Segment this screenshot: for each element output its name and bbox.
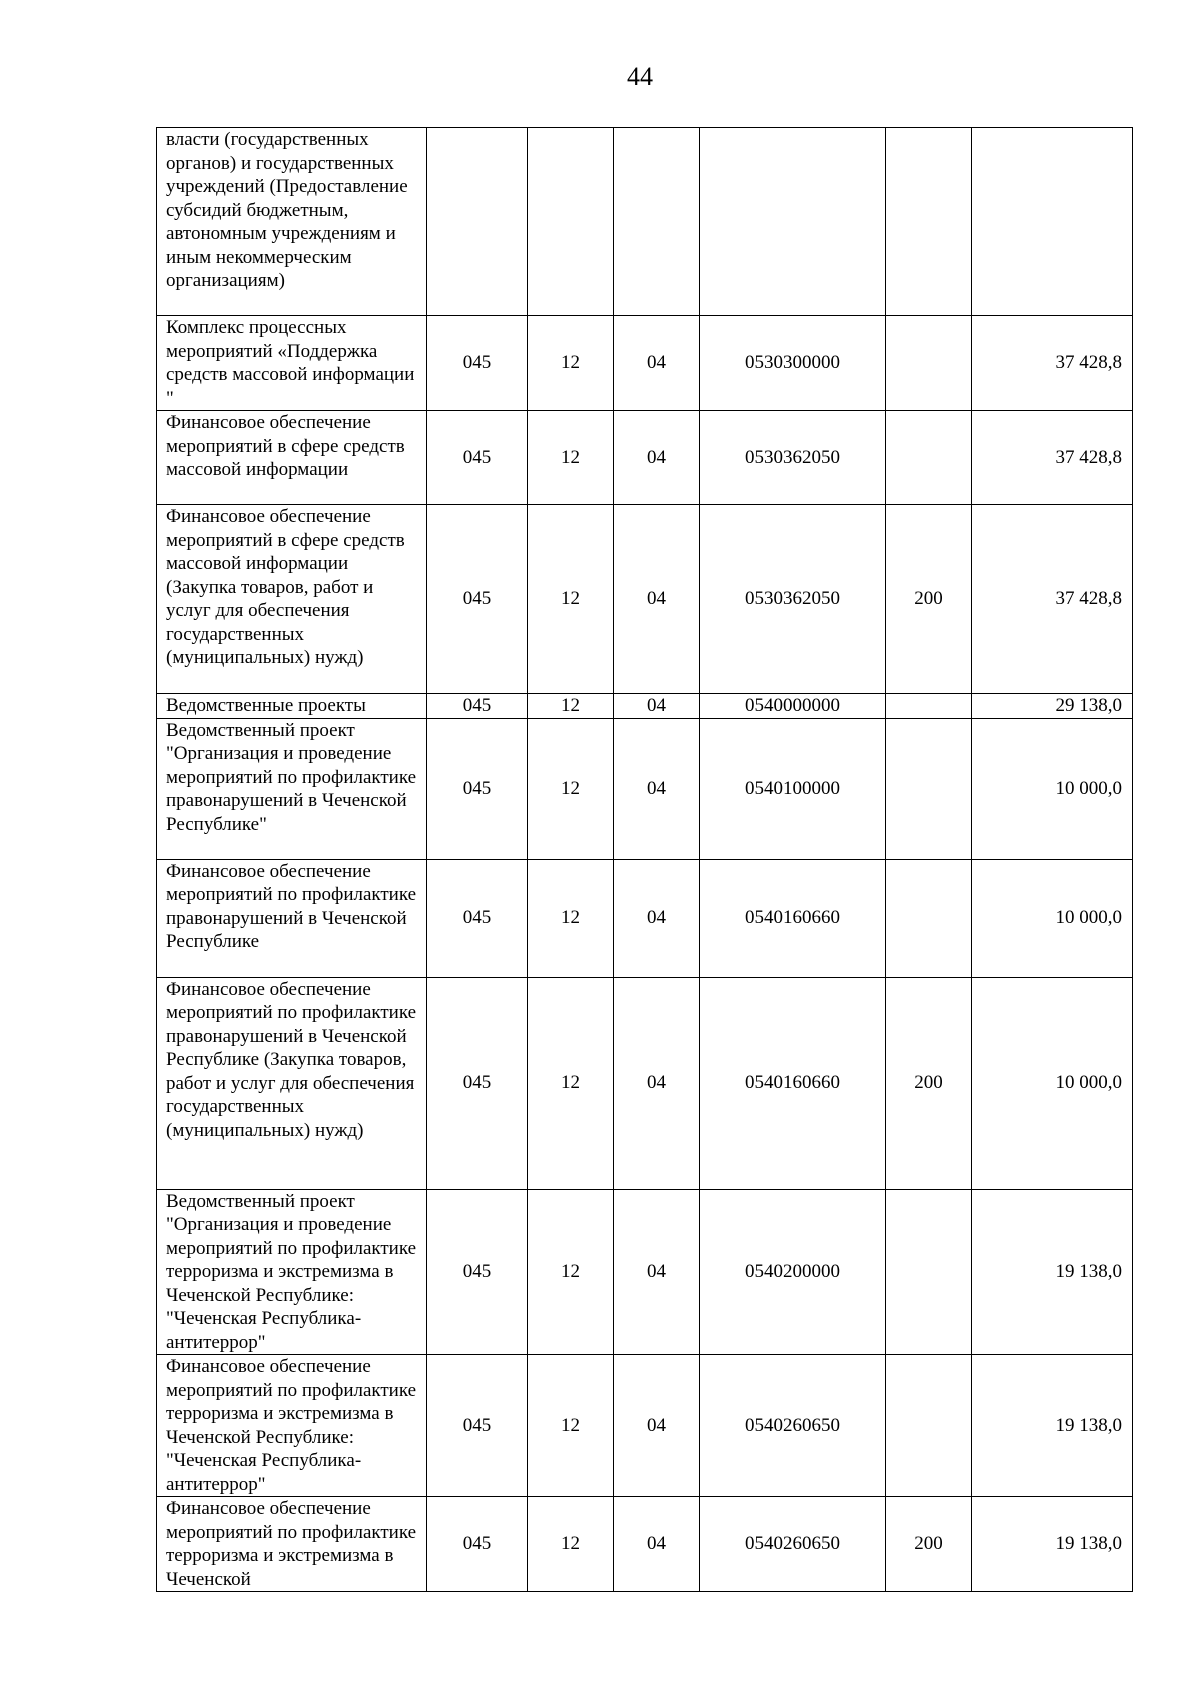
row-name: Комплекс процессных мероприятий «Поддержка средств массовой информации " [157, 316, 427, 411]
amount: 19 138,0 [972, 1497, 1133, 1592]
table-row [157, 1189, 1133, 1355]
row-name: Финансовое обеспечение мероприятий по профилактике терроризма и экстремизма в Чеченской Республике: "Чеченская Республика-антитеррор" [157, 1355, 427, 1497]
subsection-code: 04 [614, 1189, 700, 1355]
ministry-code: 045 [427, 1189, 528, 1355]
subsection-code: 04 [614, 411, 700, 505]
target-article-code: 0530300000 [700, 316, 886, 411]
table-row [157, 128, 1133, 316]
amount: 37 428,8 [972, 505, 1133, 694]
row-name: Финансовое обеспечение мероприятий по профилактике правонарушений в Чеченской Республике [157, 859, 427, 977]
section-code: 12 [528, 694, 614, 719]
table-row [157, 1497, 1133, 1592]
page-number: 44 [627, 62, 653, 91]
expense-type-code [886, 1189, 972, 1355]
ministry-code: 045 [427, 1355, 528, 1497]
table-row [157, 411, 1133, 505]
amount: 10 000,0 [972, 718, 1133, 859]
table-row [157, 718, 1133, 859]
table-row [157, 859, 1133, 977]
ministry-code: 045 [427, 694, 528, 719]
row-name: Финансовое обеспечение мероприятий в сфере средств массовой информации [157, 411, 427, 505]
section-code: 12 [528, 1497, 614, 1592]
ministry-code: 045 [427, 505, 528, 694]
section-code: 12 [528, 859, 614, 977]
target-article-code: 0540000000 [700, 694, 886, 719]
section-code: 12 [528, 411, 614, 505]
amount: 10 000,0 [972, 977, 1133, 1189]
subsection-code: 04 [614, 977, 700, 1189]
ministry-code: 045 [427, 977, 528, 1189]
section-code: 12 [528, 1189, 614, 1355]
target-article-code [700, 128, 886, 316]
budget-table-body [157, 128, 1133, 1592]
amount: 19 138,0 [972, 1355, 1133, 1497]
target-article-code: 0540200000 [700, 1189, 886, 1355]
table-row [157, 694, 1133, 719]
target-article-code: 0530362050 [700, 505, 886, 694]
expense-type-code [886, 718, 972, 859]
subsection-code: 04 [614, 316, 700, 411]
expense-type-code [886, 859, 972, 977]
section-code: 12 [528, 977, 614, 1189]
section-code: 12 [528, 718, 614, 859]
target-article-code: 0540100000 [700, 718, 886, 859]
target-article-code: 0530362050 [700, 411, 886, 505]
subsection-code: 04 [614, 1355, 700, 1497]
expense-type-code [886, 128, 972, 316]
ministry-code: 045 [427, 316, 528, 411]
expense-type-code: 200 [886, 1497, 972, 1592]
row-name: Ведомственный проект "Организация и проведение мероприятий по профилактике терроризма и экстремизма в Чеченской Республике: "Чеченская Республика-антитеррор" [157, 1189, 427, 1355]
expense-type-code [886, 694, 972, 719]
row-name: Финансовое обеспечение мероприятий по профилактике терроризма и экстремизма в Чеченской [157, 1497, 427, 1592]
subsection-code: 04 [614, 859, 700, 977]
ministry-code: 045 [427, 1497, 528, 1592]
table-row [157, 505, 1133, 694]
table-row [157, 977, 1133, 1189]
amount [972, 128, 1133, 316]
amount: 19 138,0 [972, 1189, 1133, 1355]
expense-type-code: 200 [886, 977, 972, 1189]
target-article-code: 0540160660 [700, 859, 886, 977]
section-code [528, 128, 614, 316]
budget-table [156, 127, 1133, 1592]
ministry-code: 045 [427, 411, 528, 505]
subsection-code: 04 [614, 505, 700, 694]
ministry-code: 045 [427, 718, 528, 859]
row-name: Финансовое обеспечение мероприятий по профилактике правонарушений в Чеченской Республике (Закупка товаров, работ и услуг для обеспечения государственных (муниципальных) нужд) [157, 977, 427, 1189]
ministry-code: 045 [427, 859, 528, 977]
section-code: 12 [528, 316, 614, 411]
table-row [157, 316, 1133, 411]
ministry-code [427, 128, 528, 316]
table-row [157, 1355, 1133, 1497]
section-code: 12 [528, 505, 614, 694]
amount: 10 000,0 [972, 859, 1133, 977]
subsection-code: 04 [614, 694, 700, 719]
row-name: Финансовое обеспечение мероприятий в сфере средств массовой информации (Закупка товаров, работ и услуг для обеспечения государственных (муниципальных) нужд) [157, 505, 427, 694]
target-article-code: 0540160660 [700, 977, 886, 1189]
expense-type-code [886, 411, 972, 505]
row-name: Ведомственные проекты [157, 694, 427, 719]
target-article-code: 0540260650 [700, 1355, 886, 1497]
subsection-code: 04 [614, 718, 700, 859]
row-name: власти (государственных органов) и государственных учреждений (Предоставление субсидий бюджетным, автономным учреждениям и иным некоммерческим организациям) [157, 128, 427, 316]
subsection-code: 04 [614, 1497, 700, 1592]
section-code: 12 [528, 1355, 614, 1497]
amount: 37 428,8 [972, 316, 1133, 411]
target-article-code: 0540260650 [700, 1497, 886, 1592]
subsection-code [614, 128, 700, 316]
amount: 37 428,8 [972, 411, 1133, 505]
expense-type-code [886, 316, 972, 411]
amount: 29 138,0 [972, 694, 1133, 719]
expense-type-code [886, 1355, 972, 1497]
expense-type-code: 200 [886, 505, 972, 694]
row-name: Ведомственный проект "Организация и проведение мероприятий по профилактике правонарушений в Чеченской Республике" [157, 718, 427, 859]
